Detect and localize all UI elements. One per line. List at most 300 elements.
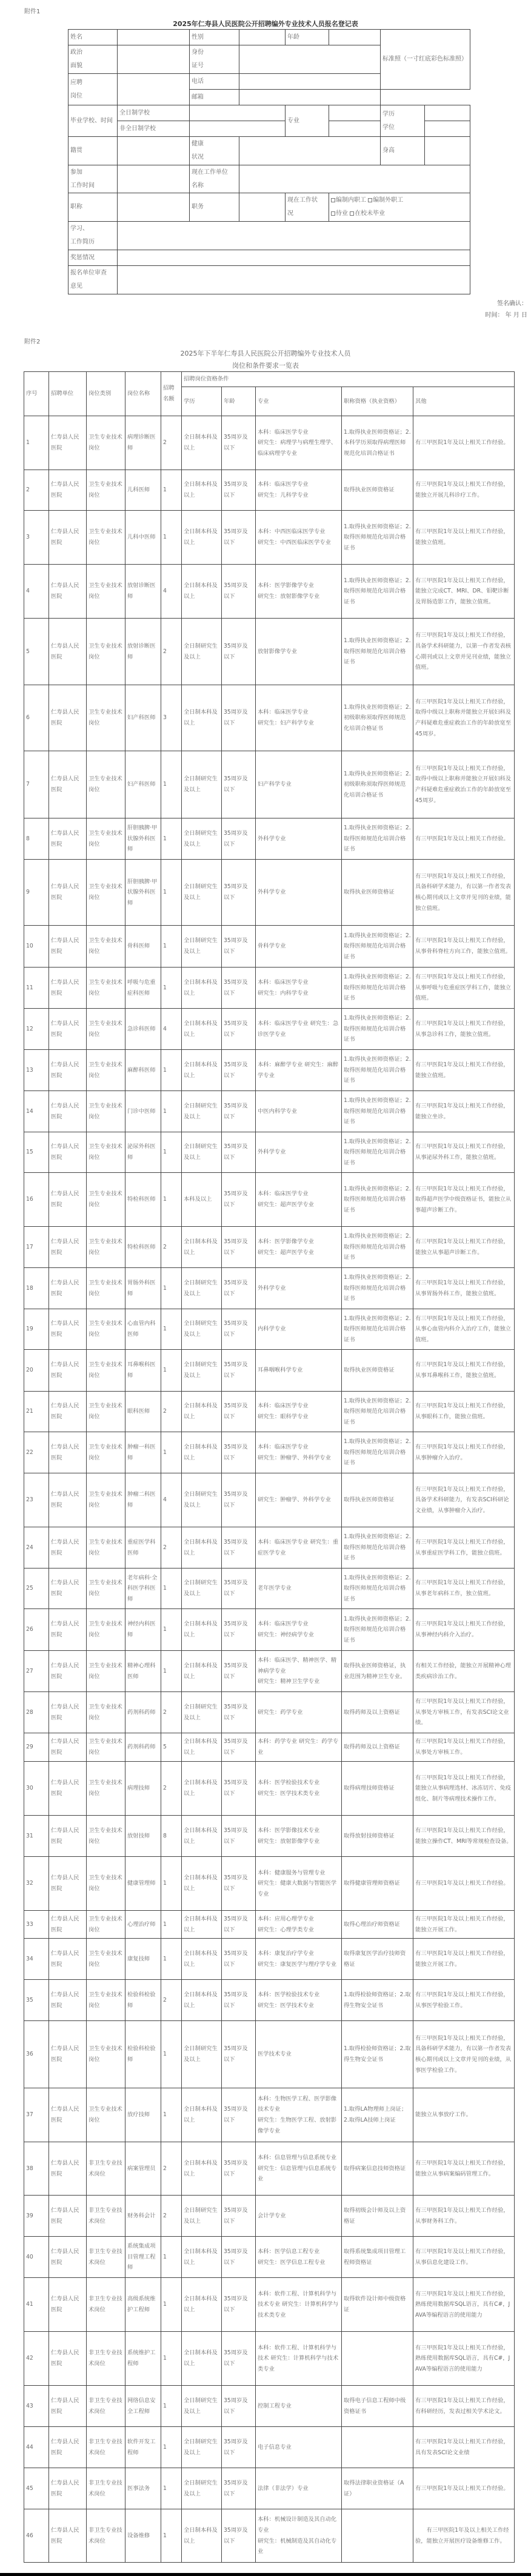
review-line1: 报名单位审查 xyxy=(70,270,107,276)
row-other: 有三甲医院1年及以上相关工作经验，从事重症医学科工作，能独立值班。 xyxy=(413,1527,515,1569)
row-other: 有三甲医院1年及以上相关工作经验，能独立开展医疗设备维修工作。 xyxy=(413,2509,515,2563)
row-quota: 1 xyxy=(161,2427,182,2468)
table-row xyxy=(24,1050,515,1091)
row-quota: 2 xyxy=(161,2196,182,2237)
table-row xyxy=(24,470,515,511)
row-position: 心血管内科医师 xyxy=(125,1309,161,1350)
row-education: 全日制研究生及以上 xyxy=(182,2468,222,2509)
political-status-field[interactable] xyxy=(118,45,190,74)
row-major: 医学技术专业 xyxy=(256,2021,342,2088)
table-row xyxy=(24,1911,515,1939)
row-category: 卫生专业技术岗位 xyxy=(87,1268,125,1309)
row-other: 有三甲医院1年及以上相关工作经验，具备学术科研能力，以第一作者发表核心期刊或以上文章并见刊业绩，能独立值班。 xyxy=(413,619,515,685)
row-other: 有三甲医院1年及以上相关工作经验，从事信息化建设工作。 xyxy=(413,2237,515,2278)
row-position: 眼科医师 xyxy=(125,1392,161,1432)
row-certificate: 1.取得执业医师资格证；2.取得医师规范化培训合格证书 xyxy=(342,1227,413,1268)
header-education: 学历 xyxy=(182,387,222,416)
row-category: 非卫生专业技术岗位 xyxy=(87,2332,125,2386)
row-category: 卫生专业技术岗位 xyxy=(87,1762,125,1816)
row-certificate: 取得病理技师资格证 xyxy=(342,1762,413,1816)
row-quota: 2 xyxy=(161,1762,182,1816)
row-position: 重症医学科医师 xyxy=(125,1527,161,1569)
registration-form xyxy=(68,29,470,294)
row-other: 有三甲医院1年及以上相关工作经验，熟练使用数据库SQL语言，具有C#，JAVA等编程语言的使用能力 xyxy=(413,2278,515,2332)
row-other: 有三甲医院1年及以上相关工作经验，从事眼科工作，能独立值班。 xyxy=(413,1392,515,1432)
phone-label: 电话 xyxy=(190,74,239,90)
row-major: 研究生：药学专业 xyxy=(256,1692,342,1733)
row-certificate: 1.取得执业医师资格证；2.本科学历须取得病理医师规范化培训合格证书 xyxy=(342,416,413,470)
row-education: 本科及以上 xyxy=(182,1173,222,1227)
table-row xyxy=(24,860,515,926)
row-other: 有三甲医院1年及以上相关工作经验，从事肿瘤介入治疗。 xyxy=(413,1432,515,1473)
table-row xyxy=(24,1609,515,1651)
row-no: 37 xyxy=(24,2088,49,2142)
row-unit: 仁寿县人民医院 xyxy=(49,1309,87,1350)
row-position: 检验科检验师 xyxy=(125,1980,161,2021)
degree-field[interactable] xyxy=(425,121,470,137)
health-line1: 健康 xyxy=(192,141,204,147)
row-certificate: 取得软件设计师中级资格证 xyxy=(342,2278,413,2332)
row-category: 卫生专业技术岗位 xyxy=(87,1569,125,1609)
row-quota: 2 xyxy=(161,1980,182,2021)
row-quota: 1 xyxy=(161,2237,182,2278)
row-education: 全日制本科及以上 xyxy=(182,1609,222,1651)
row-major: 本科：临床医学专业 研究生：重症医学专业 xyxy=(256,1527,342,1569)
position-applied-line1: 应聘 xyxy=(70,79,82,86)
id-number-label xyxy=(190,45,239,74)
row-certificate: 1.取得检验师资格证；2.取得生物安全证书 xyxy=(342,1980,413,2021)
checkbox-icon[interactable] xyxy=(331,211,335,216)
row-other: 有三甲医院1年及以上相关工作经验，从事处方审核工作。 xyxy=(413,1733,515,1762)
row-certificate: 1.取得执业医师资格证；2.取得医师规范化培训合格证书 xyxy=(342,1432,413,1473)
health-field[interactable] xyxy=(239,137,381,165)
row-major: 本科：医学检验技术专业 研究生：医学技术专业 xyxy=(256,1980,342,2021)
phone-field[interactable] xyxy=(239,74,381,90)
row-no: 8 xyxy=(24,818,49,860)
row-unit: 仁寿县人民医院 xyxy=(49,1609,87,1651)
header-major: 专业 xyxy=(256,387,342,416)
row-position: 肿瘤一科医师 xyxy=(125,1432,161,1473)
row-no: 34 xyxy=(24,1939,49,1980)
row-age: 35周岁及以下 xyxy=(222,1473,256,1527)
row-education: 全日制本科及以上 xyxy=(182,1733,222,1762)
row-age: 35周岁及以下 xyxy=(222,2427,256,2468)
title-label: 职称 xyxy=(68,193,118,222)
row-certificate: 取得执业医师资格证，执业范围为精神卫生专业。 xyxy=(342,1651,413,1692)
row-quota: 1 xyxy=(161,1309,182,1350)
row-category: 卫生专业技术岗位 xyxy=(87,1816,125,1857)
row-unit: 仁寿县人民医院 xyxy=(49,1816,87,1857)
gender-field[interactable] xyxy=(239,30,286,45)
row-quota: 1 xyxy=(161,1857,182,1911)
duty-label: 职务 xyxy=(190,193,239,222)
row-education: 全日制本科及以上 xyxy=(182,1009,222,1050)
row-major: 本科：医学信息工程专业 研究生：医学信息工程专业 xyxy=(256,2237,342,2278)
name-field[interactable] xyxy=(118,30,190,45)
table-row xyxy=(24,685,515,751)
table-row xyxy=(24,416,515,470)
table-row xyxy=(24,1350,515,1392)
row-major: 控制工程专业 xyxy=(256,2386,342,2427)
row-other: 有三甲医院1年及以上相关工作经验，从事老年病科工作，独立值班。 xyxy=(413,1569,515,1609)
review-label xyxy=(68,266,118,294)
row-age: 35周岁及以下 xyxy=(222,1527,256,1569)
row-education: 全日制研究生及以上 xyxy=(182,1268,222,1309)
row-certificate: 1.取得执业医师资格证；2.取得医师规范化培训合格证书 xyxy=(342,1309,413,1350)
row-age: 35周岁及以下 xyxy=(222,1980,256,2021)
id-number-label-line1: 身份 xyxy=(192,49,204,56)
row-age: 35周岁及以下 xyxy=(222,1050,256,1091)
row-position: 儿科医师 xyxy=(125,470,161,511)
row-unit: 仁寿县人民医院 xyxy=(49,1692,87,1733)
row-category: 非卫生专业技术岗位 xyxy=(87,2386,125,2427)
row-age: 35周岁及以下 xyxy=(222,1569,256,1609)
row-position: 病理诊断医师 xyxy=(125,416,161,470)
row-no: 4 xyxy=(24,565,49,619)
row-unit: 仁寿县人民医院 xyxy=(49,1911,87,1939)
position-applied-label xyxy=(68,74,118,105)
row-education: 全日制研究生及以上 xyxy=(182,1091,222,1132)
row-category: 卫生专业技术岗位 xyxy=(87,1050,125,1091)
row-other: 有三甲医院1年及以上相关工作经验，能独立值班。 xyxy=(413,1050,515,1091)
row-quota: 1 xyxy=(161,2088,182,2142)
row-education: 全日制研究生及以上 xyxy=(182,1692,222,1733)
row-age: 35周岁及以下 xyxy=(222,1939,256,1980)
row-position: 健康管理师 xyxy=(125,1857,161,1911)
work-start-field[interactable] xyxy=(118,165,190,193)
row-no: 44 xyxy=(24,2427,49,2468)
current-employer-line1: 现在工作单位 xyxy=(192,168,228,176)
row-other: 有三甲医院1年及以上相关工作经验，能独立开展工作。 xyxy=(413,1911,515,1939)
row-position: 放疗技师 xyxy=(125,2088,161,2142)
table-row xyxy=(24,968,515,1009)
row-certificate: 1.取得执业医师资格证；2.取得医师规范化培训合格证书 xyxy=(342,1609,413,1651)
row-certificate: 1.取得执业医师资格证；2.取得医师规范化培训合格证书 xyxy=(342,1173,413,1227)
row-unit: 仁寿县人民医院 xyxy=(49,470,87,511)
row-quota: 1 xyxy=(161,511,182,565)
row-unit: 仁寿县人民医院 xyxy=(49,1009,87,1050)
table-row xyxy=(24,2468,515,2509)
row-education: 全日制本科及以上 xyxy=(182,1911,222,1939)
row-no: 41 xyxy=(24,2278,49,2332)
row-age: 35周岁及以下 xyxy=(222,619,256,685)
row-certificate: 1.取得执业医师资格证；2.取得医师规范化培训合格证书 xyxy=(342,1050,413,1091)
row-no: 46 xyxy=(24,2509,49,2563)
row-quota: 1 xyxy=(161,860,182,926)
row-unit: 仁寿县人民医院 xyxy=(49,2142,87,2196)
row-age: 35周岁及以下 xyxy=(222,1857,256,1911)
row-age: 35周岁及以下 xyxy=(222,2237,256,2278)
positions-title-line1: 2025年下半年仁寿县人民医院公开招聘编外专业技术人员 xyxy=(180,350,351,357)
row-position: 精神心理科医师 xyxy=(125,1651,161,1692)
work-status-line1: 现在工作状 xyxy=(287,197,318,204)
row-certificate: 1.取得执业医师资格证；2.取得医师规范化培训合格证书 xyxy=(342,968,413,1009)
row-major: 外科学专业 xyxy=(256,1132,342,1173)
row-category: 非卫生专业技术岗位 xyxy=(87,2509,125,2563)
row-age: 35周岁及以下 xyxy=(222,2142,256,2196)
row-quota: 1 xyxy=(161,1350,182,1392)
row-category: 非卫生专业技术岗位 xyxy=(87,2237,125,2278)
row-education: 全日制本科及以上 xyxy=(182,1651,222,1692)
row-age: 35周岁及以下 xyxy=(222,2021,256,2088)
row-category: 卫生专业技术岗位 xyxy=(87,2021,125,2088)
age-field[interactable] xyxy=(329,30,381,45)
table-row xyxy=(24,1569,515,1609)
row-age: 35周岁及以下 xyxy=(222,1350,256,1392)
row-position: 老年病科·全科医学科医师 xyxy=(125,1569,161,1609)
row-quota: 8 xyxy=(161,1816,182,1857)
row-unit: 仁寿县人民医院 xyxy=(49,1980,87,2021)
row-quota: 1 xyxy=(161,751,182,818)
row-category: 卫生专业技术岗位 xyxy=(87,470,125,511)
row-quota: 1 xyxy=(161,1432,182,1473)
table-row xyxy=(24,1733,515,1762)
row-no: 32 xyxy=(24,1857,49,1911)
resume-label xyxy=(68,222,118,250)
table-row xyxy=(24,1473,515,1527)
duty-field[interactable] xyxy=(239,193,286,222)
row-no: 18 xyxy=(24,1268,49,1309)
row-certificate: 取得执业医师资格证 xyxy=(342,1473,413,1527)
health-line2: 状况 xyxy=(192,154,204,161)
id-number-field[interactable] xyxy=(239,45,381,74)
row-education: 全日制本科及以上 xyxy=(182,565,222,619)
header-certificate: 职称资格（执业资格） xyxy=(342,387,413,416)
position-applied-line2: 岗位 xyxy=(70,92,82,99)
row-position: 心理治疗师 xyxy=(125,1911,161,1939)
table-row xyxy=(24,565,515,619)
row-unit: 仁寿县人民医院 xyxy=(49,2196,87,2237)
row-no: 16 xyxy=(24,1173,49,1227)
row-category: 卫生专业技术岗位 xyxy=(87,619,125,685)
row-position: 高级系统维护工程师 xyxy=(125,2278,161,2332)
row-unit: 仁寿县人民医院 xyxy=(49,1173,87,1227)
registration-form-title: 2025年仁寿县人民医院公开招聘编外专业技术人员报名登记表 xyxy=(173,20,358,28)
table-row xyxy=(24,1009,515,1050)
education-degree-label xyxy=(381,105,425,137)
attachment2-label: 附件2 xyxy=(24,339,41,345)
row-age: 35周岁及以下 xyxy=(222,1309,256,1350)
row-category: 非卫生专业技术岗位 xyxy=(87,2278,125,2332)
fulltime-major-field[interactable] xyxy=(329,105,381,121)
header-age: 年龄 xyxy=(222,387,256,416)
row-education: 全日制本科及以上 xyxy=(182,470,222,511)
row-certificate: 取得执业医师资格证 xyxy=(342,860,413,926)
parttime-school-field[interactable] xyxy=(190,121,286,137)
row-education: 全日制研究生及以上 xyxy=(182,1309,222,1350)
row-no: 15 xyxy=(24,1132,49,1173)
row-no: 21 xyxy=(24,1392,49,1432)
row-major: 本科：临床医学专业 研究生：肿瘤学、外科学专业 xyxy=(256,1432,342,1473)
header-unit: 招聘单位 xyxy=(49,372,87,416)
current-employer-field[interactable] xyxy=(239,165,470,193)
row-quota: 1 xyxy=(161,1651,182,1692)
height-field[interactable] xyxy=(425,137,470,165)
row-position: 康复技师 xyxy=(125,1939,161,1980)
row-category: 卫生专业技术岗位 xyxy=(87,1009,125,1050)
row-category: 卫生专业技术岗位 xyxy=(87,1473,125,1527)
row-category: 卫生专业技术岗位 xyxy=(87,926,125,968)
row-no: 45 xyxy=(24,2468,49,2509)
resume-field[interactable] xyxy=(118,222,470,250)
option-unemployed[interactable] xyxy=(331,210,348,217)
row-unit: 仁寿县人民医院 xyxy=(49,1651,87,1692)
row-category: 卫生专业技术岗位 xyxy=(87,1692,125,1733)
row-education: 全日制研究生及以上 xyxy=(182,2386,222,2427)
row-no: 31 xyxy=(24,1816,49,1857)
row-education: 全日制研究生及以上 xyxy=(182,1473,222,1527)
position-applied-field[interactable] xyxy=(118,74,190,105)
native-place-field[interactable] xyxy=(118,137,190,165)
row-position: 放射诊断医师 xyxy=(125,565,161,619)
row-age: 35周岁及以下 xyxy=(222,2088,256,2142)
row-quota: 2 xyxy=(161,1392,182,1432)
native-place-label: 籍贯 xyxy=(68,137,118,165)
row-other: 有相关工作经验，能独立开展精神心理类疾病诊治工作。 xyxy=(413,1651,515,1692)
row-no: 24 xyxy=(24,1527,49,1569)
row-quota: 1 xyxy=(161,2021,182,2088)
row-position: 骨科医师 xyxy=(125,926,161,968)
option-out-staff[interactable] xyxy=(368,197,403,204)
row-major: 中医内科学专业 xyxy=(256,1091,342,1132)
row-category: 非卫生专业技术岗位 xyxy=(87,2142,125,2196)
photo-cell[interactable]: 标准照（一寸红底彩色标准照） xyxy=(381,30,470,90)
row-age: 35周岁及以下 xyxy=(222,2332,256,2386)
row-major: 本科：应用心理学专业 研究生：心理学类专业 xyxy=(256,1911,342,1939)
name-label: 姓名 xyxy=(68,30,118,45)
row-education: 全日制研究生及以上 xyxy=(182,619,222,685)
row-certificate: 1.取得执业医师资格证；2.取得医师规范化培训合格证书 xyxy=(342,1009,413,1050)
row-certificate: 1.取得执业医师资格证；2.取得医师规范化培训合格证书 xyxy=(342,1392,413,1432)
table-row xyxy=(24,1227,515,1268)
row-category: 非卫生专业技术岗位 xyxy=(87,2427,125,2468)
row-certificate: 取得药师及以上资格证 xyxy=(342,1733,413,1762)
row-position: 麻醉科医师 xyxy=(125,1050,161,1091)
table-row xyxy=(24,511,515,565)
row-quota: 1 xyxy=(161,1569,182,1609)
signature-date: 时间： 年 月 日 xyxy=(485,312,527,319)
row-position: 肿瘤二科医师 xyxy=(125,1473,161,1527)
title-field[interactable] xyxy=(118,193,190,222)
row-education: 全日制本科及以上 xyxy=(182,1762,222,1816)
rewards-field[interactable] xyxy=(118,250,470,266)
row-certificate: 1.取得执业医师资格证；2.取得医师规范化培训合格证书 xyxy=(342,926,413,968)
parttime-major-field[interactable] xyxy=(329,121,381,137)
row-major: 本科：软件工程、计算机科学与技术 研究生：计算机科学与技术类专业 xyxy=(256,2332,342,2386)
bottom-bar xyxy=(0,2573,531,2576)
row-quota: 2 xyxy=(161,1527,182,1569)
id-number-label-line2: 证号 xyxy=(192,62,204,69)
table-row xyxy=(24,1857,515,1911)
work-status-line2: 况 xyxy=(287,210,293,217)
checkbox-icon[interactable] xyxy=(368,198,372,202)
review-field[interactable] xyxy=(118,266,470,294)
row-quota: 2 xyxy=(161,1227,182,1268)
row-education: 全日制本科及以上 xyxy=(182,2278,222,2332)
option-student[interactable] xyxy=(350,210,385,217)
row-other: 有三甲医院1年及以上相关工作经验，具备科研学术能力，有以第一作者发表核心期刊或以上文章并见刊的业绩，能独立值班。 xyxy=(413,860,515,926)
email-field[interactable] xyxy=(239,90,381,105)
row-unit: 仁寿县人民医院 xyxy=(49,860,87,926)
row-major: 本科：麻醉学专业 研究生：麻醉学专业 xyxy=(256,1050,342,1091)
row-position: 网络信息安全工程师 xyxy=(125,2386,161,2427)
row-other: 有三甲医院1年及以上相关工作经验，能独立值班。 xyxy=(413,511,515,565)
row-age: 35周岁及以下 xyxy=(222,1609,256,1651)
work-status-label xyxy=(286,193,329,222)
row-other: 有三甲医院1年及以上相关工作经验。 xyxy=(413,818,515,860)
row-major: 本科：临床医学专业 研究生：眼科学专业 xyxy=(256,1392,342,1432)
row-category: 非卫生专业技术岗位 xyxy=(87,2196,125,2237)
positions-title-line2: 岗位和条件要求一览表 xyxy=(232,362,299,370)
row-certificate: 取得心理治疗师资格证 xyxy=(342,1911,413,1939)
row-certificate: 1.取得检验师资格证；2.取得生物安全证书 xyxy=(342,2021,413,2088)
age-label: 年龄 xyxy=(286,30,329,45)
row-major: 外科学专业 xyxy=(256,818,342,860)
header-position: 岗位名称 xyxy=(125,372,161,416)
signature-confirm: 签名确认： xyxy=(497,300,527,307)
row-other: 有三甲医院1年及以上相关工作经验，能独立开展儿科诊疗工作。 xyxy=(413,470,515,511)
row-age: 35周岁及以下 xyxy=(222,1227,256,1268)
row-quota: 3 xyxy=(161,685,182,751)
row-category: 卫生专业技术岗位 xyxy=(87,1227,125,1268)
row-other: 有三甲医院1年及以上相关工作经验，从事呼吸与危重症医学科工作，能独立值班。 xyxy=(413,968,515,1009)
row-unit: 仁寿县人民医院 xyxy=(49,1762,87,1816)
row-category: 卫生专业技术岗位 xyxy=(87,1939,125,1980)
row-major: 本科：临床医学专业 研究生：超声医学专业 xyxy=(256,1173,342,1227)
row-age: 35周岁及以下 xyxy=(222,1692,256,1733)
row-no: 9 xyxy=(24,860,49,926)
table-row xyxy=(24,1173,515,1227)
row-certificate xyxy=(342,2427,413,2468)
row-age: 35周岁及以下 xyxy=(222,2386,256,2427)
row-education: 全日制研究生及以上 xyxy=(182,818,222,860)
row-position: 妇产科医师 xyxy=(125,685,161,751)
row-unit: 仁寿县人民医院 xyxy=(49,1091,87,1132)
row-age: 35周岁及以下 xyxy=(222,1268,256,1309)
row-major: 本科：康复治疗学专业 研究生：康复医学与理疗学专业 xyxy=(256,1939,342,1980)
row-major: 外科学专业 xyxy=(256,860,342,926)
row-no: 42 xyxy=(24,2332,49,2386)
row-education: 全日制本科及以上 xyxy=(182,1227,222,1268)
row-education: 全日制本科及以上 xyxy=(182,416,222,470)
row-no: 33 xyxy=(24,1911,49,1939)
rewards-label: 奖惩情况 xyxy=(68,250,118,266)
row-certificate: 1.取得执业医师资格证；2.取得医师规范化培训合格证书 xyxy=(342,1527,413,1569)
row-quota: 1 xyxy=(161,2278,182,2332)
row-education: 全日制本科及以上 xyxy=(182,1392,222,1432)
row-other: 有三甲医院1年及以上相关工作经验，有科研经历，发表过相关学术论文。 xyxy=(413,2386,515,2427)
row-certificate: 取得电子信息工程师中级资格证书 xyxy=(342,2386,413,2427)
row-unit: 仁寿县人民医院 xyxy=(49,1569,87,1609)
work-start-label xyxy=(68,165,118,193)
row-quota: 1 xyxy=(161,1050,182,1091)
row-major: 骨科学专业 xyxy=(256,926,342,968)
education-field[interactable] xyxy=(425,105,470,121)
row-major: 本科：临床医学、精神医学、精神病学专业 研究生：精神卫生学专业 xyxy=(256,1651,342,1692)
checkbox-icon[interactable] xyxy=(331,198,335,202)
row-category: 非卫生专业技术岗位 xyxy=(87,2468,125,2509)
row-category: 卫生专业技术岗位 xyxy=(87,685,125,751)
row-other: 有三甲医院1年及以上相关工作经验，取得超声医学中级资格证书，能独立从事超声诊断工作。 xyxy=(413,1173,515,1227)
fulltime-school-field[interactable] xyxy=(190,105,286,121)
option-in-staff[interactable] xyxy=(331,197,366,204)
row-certificate: 1.取得执业医师资格证；2.取得医师规范化培训合格证书 xyxy=(342,1268,413,1309)
row-major: 会计学专业 xyxy=(256,2196,342,2237)
height-label: 身高 xyxy=(381,137,425,165)
row-other: 有三甲医院1年及以上相关工作经验。 xyxy=(413,416,515,470)
table-row xyxy=(24,2196,515,2237)
checkbox-icon[interactable] xyxy=(350,211,354,216)
